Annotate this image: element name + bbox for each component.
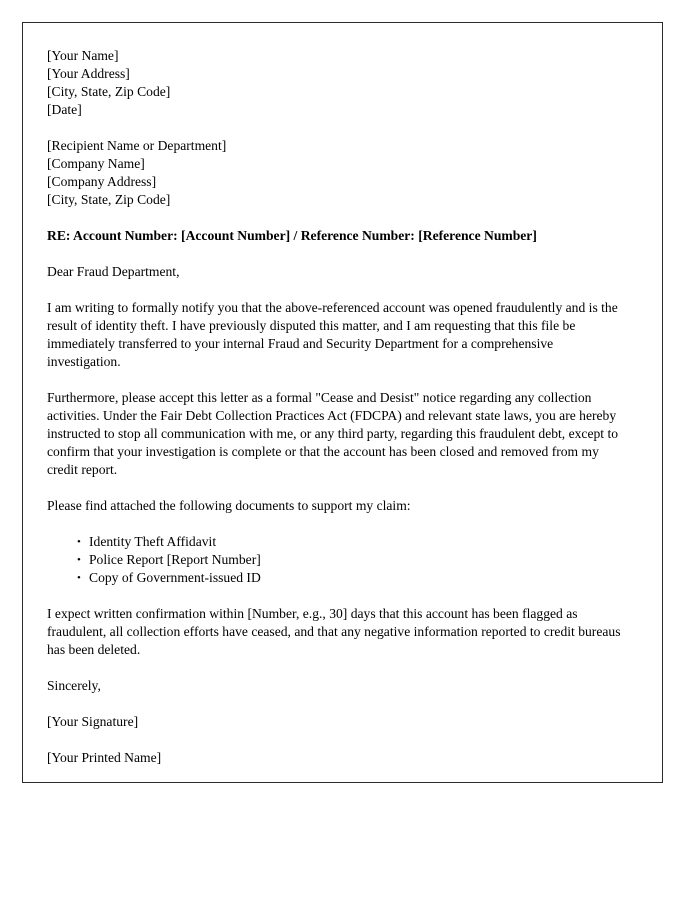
letter-page-frame: [22, 22, 663, 783]
subject-line: RE: Account Number: [Account Number] / Reference Number: [Reference Number]: [47, 228, 537, 243]
recipient-company: [Company Name]: [47, 156, 145, 171]
list-item: • Copy of Government-issued ID: [89, 569, 630, 587]
closing-paragraph: I expect written confirmation within [Number, e.g., 30] days that this account has been flagged as fraudulent, all collection efforts have ceased, and that any negative information reported to credit bureaus has been deleted.: [47, 606, 621, 657]
body-paragraph-2: Furthermore, please accept this letter as a formal "Cease and Desist" notice regarding any collection activities. Under the Fair Debt Collection Practices Act (FDCPA) and relevant state laws, you are hereby instructed to stop all communication with me, or any third party, regarding this fraudulent debt, except to confirm that your investigation is complete or that the account has been closed and removed from my credit report.: [47, 390, 619, 477]
recipient-name: [Recipient Name or Department]: [47, 138, 227, 153]
sender-street: [Your Address]: [47, 66, 130, 81]
attachments-intro: Please find attached the following documents to support my claim:: [47, 498, 411, 513]
salutation: Dear Fraud Department,: [47, 264, 180, 279]
sender-city-state-zip: [City, State, Zip Code]: [47, 84, 171, 99]
sender-name: [Your Name]: [47, 48, 119, 63]
signature-placeholder: [Your Signature]: [47, 714, 139, 729]
letter-content: [47, 47, 630, 767]
sender-address-block: [47, 47, 630, 119]
body-paragraph-1: I am writing to formally notify you that the above-referenced account was opened fraudulently and is the result of identity theft. I have previously disputed this matter, and I am requesting that this file be immediately transferred to your internal Fraud and Security Department for a comprehensive investigation.: [47, 300, 618, 369]
recipient-street: [Company Address]: [47, 174, 157, 189]
letter-date: [Date]: [47, 102, 82, 117]
recipient-address-block: [47, 137, 630, 209]
printed-name-placeholder: [Your Printed Name]: [47, 750, 162, 765]
attachment-list: [47, 533, 630, 587]
list-item: • Police Report [Report Number]: [89, 551, 630, 569]
recipient-city-state-zip: [City, State, Zip Code]: [47, 192, 171, 207]
closing-salutation: Sincerely,: [47, 678, 101, 693]
list-item: • Identity Theft Affidavit: [89, 533, 630, 551]
